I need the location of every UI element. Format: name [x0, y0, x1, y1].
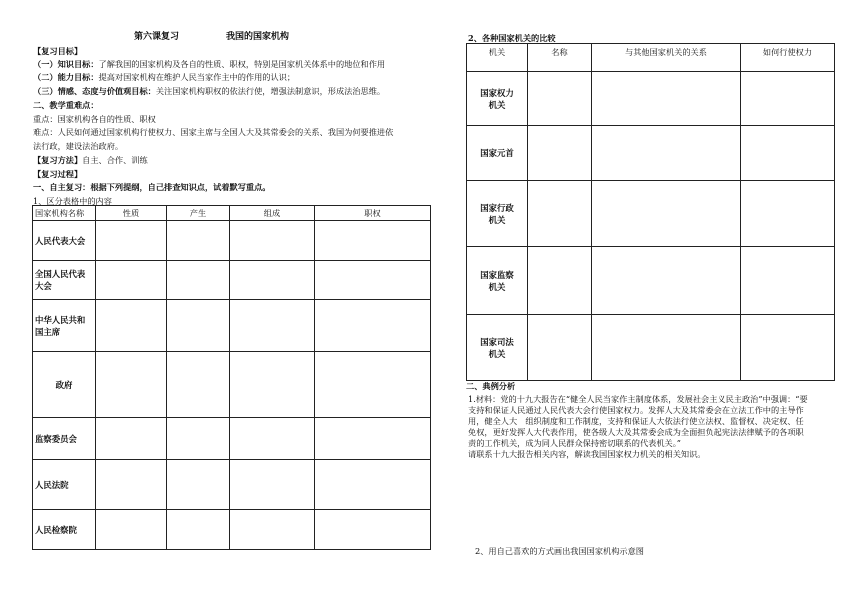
analysis-line: 免权，更好发挥人大代表作用，使各级人大及其常委会成为全面担负起宪法法律赋予的各项职 — [468, 427, 804, 437]
table-cell[interactable] — [230, 300, 315, 352]
row-label: 国家司法 机关 — [467, 315, 528, 381]
table-cell[interactable] — [528, 72, 592, 126]
difficulty-line-2: 法行政，建设法治政府。 — [33, 141, 124, 151]
key-point: 重点：国家机构各自的性质、职权 — [33, 114, 156, 124]
header-cell: 与其他国家机关的关系 — [592, 44, 741, 72]
process-heading: 【复习过程】 — [33, 169, 83, 179]
review-method — [33, 155, 148, 166]
row-label: 人民法院 — [33, 460, 96, 510]
table-cell[interactable] — [528, 247, 592, 315]
table-row — [33, 300, 431, 352]
table-cell[interactable] — [96, 510, 167, 550]
table-row — [467, 181, 835, 247]
table-row — [467, 315, 835, 381]
table-cell[interactable] — [167, 352, 230, 418]
draw-task: 2、用自己喜欢的方式画出我国国家机构示意图 — [475, 546, 644, 556]
header-cell: 产生 — [167, 206, 230, 221]
row-label: 全国人民代表 大会 — [33, 261, 96, 300]
goal-attitude — [33, 86, 385, 97]
table-row — [467, 72, 835, 126]
table-cell[interactable] — [230, 418, 315, 460]
table-cell[interactable] — [528, 315, 592, 381]
row-label: 国家行政 机关 — [467, 181, 528, 247]
table-cell[interactable] — [167, 261, 230, 300]
row-label: 监察委员会 — [33, 418, 96, 460]
header-cell: 职权 — [315, 206, 431, 221]
table-row — [33, 460, 431, 510]
goal-knowledge-text: 了解我国的国家机构及各自的性质、职权，特别是国家机关体系中的地位和作用 — [98, 59, 386, 69]
table-cell[interactable] — [741, 72, 835, 126]
table-cell[interactable] — [315, 460, 431, 510]
table-row — [33, 352, 431, 418]
table-cell[interactable] — [96, 418, 167, 460]
table-cell[interactable] — [315, 221, 431, 261]
lesson-label: 第六课复习 — [134, 32, 180, 42]
table-cell[interactable] — [96, 460, 167, 510]
goals-heading: 【复习目标】 — [33, 46, 83, 56]
difficulty-line-1: 难点：人民如何通过国家机构行使权力、国家主席与全国人大及其常委会的关系、我国为何要推进依 — [33, 127, 394, 137]
table-row — [467, 126, 835, 181]
review-method-text: 自主、合作、训练 — [82, 155, 148, 165]
table-cell[interactable] — [741, 247, 835, 315]
table-cell[interactable] — [230, 460, 315, 510]
table-cell[interactable] — [167, 510, 230, 550]
table-cell[interactable] — [592, 247, 741, 315]
compare-heading: 2、各种国家机关的比较 — [468, 33, 556, 43]
table-cell[interactable] — [741, 181, 835, 247]
goal-ability — [33, 72, 295, 83]
table-cell[interactable] — [315, 300, 431, 352]
table-caption: 1、区分表格中的内容 — [33, 196, 112, 206]
compare-table-header — [467, 44, 835, 72]
table-cell[interactable] — [96, 352, 167, 418]
row-label: 国家元首 — [467, 126, 528, 181]
table-cell[interactable] — [741, 126, 835, 181]
analysis-line: 用，健全人大 组织制度和工作制度，支持和保证人大依法行使立法权、监督权、决定权、任 — [468, 416, 804, 426]
table-cell[interactable] — [230, 352, 315, 418]
table-row — [33, 418, 431, 460]
table-cell[interactable] — [315, 418, 431, 460]
header-cell: 国家机构名称 — [33, 206, 96, 221]
row-label: 人民代表大会 — [33, 221, 96, 261]
review-method-label: 【复习方法】 — [33, 155, 83, 165]
header-cell: 性质 — [96, 206, 167, 221]
table-cell[interactable] — [96, 261, 167, 300]
table-cell[interactable] — [315, 510, 431, 550]
table-row — [33, 510, 431, 550]
table-cell[interactable] — [230, 221, 315, 261]
table-row — [467, 247, 835, 315]
header-cell: 组成 — [230, 206, 315, 221]
analysis-line: 请联系十九大报告相关内容，解读我国国家权力机关的相关知识。 — [468, 449, 706, 459]
goal-knowledge — [33, 59, 385, 70]
table-row — [33, 221, 431, 261]
table-row — [33, 261, 431, 300]
goal-ability-text: 提高对国家机构在维护人民当家作主中的作用的认识； — [98, 72, 296, 82]
table-cell[interactable] — [96, 221, 167, 261]
analysis-material — [468, 394, 840, 460]
key-points-heading: 二、教学重难点： — [33, 100, 99, 110]
analysis-line: 支持和保证人民通过人民代表大会行使国家权力。发挥人大及其常委会在立法工作中的主导作 — [468, 405, 804, 415]
table-cell[interactable] — [528, 181, 592, 247]
table-cell[interactable] — [230, 510, 315, 550]
goal-ability-label: （二）能力目标： — [33, 72, 99, 82]
goal-knowledge-label: （一）知识目标： — [33, 59, 99, 69]
page-title: 我国的国家机构 — [226, 32, 290, 42]
header-cell: 如何行使权力 — [741, 44, 835, 72]
table-cell[interactable] — [315, 261, 431, 300]
table-cell[interactable] — [167, 221, 230, 261]
table-cell[interactable] — [167, 460, 230, 510]
compare-table — [466, 43, 835, 381]
row-label: 国家监察 机关 — [467, 247, 528, 315]
table-cell[interactable] — [741, 315, 835, 381]
goal-attitude-text: 关注国家机构职权的依法行使，增强法制意识，形成法治思维。 — [155, 86, 386, 96]
organs-table-header — [33, 206, 431, 221]
row-label: 政府 — [33, 352, 96, 418]
table-cell[interactable] — [592, 181, 741, 247]
row-label: 中华人民共和 国主席 — [33, 300, 96, 352]
table-cell[interactable] — [230, 261, 315, 300]
organs-table — [32, 205, 431, 550]
table-cell[interactable] — [315, 352, 431, 418]
goal-attitude-label: （三）情感、态度与价值观目标： — [33, 86, 156, 96]
row-label: 人民检察院 — [33, 510, 96, 550]
row-label: 国家权力 机关 — [467, 72, 528, 126]
table-cell[interactable] — [528, 126, 592, 181]
header-cell: 名称 — [528, 44, 592, 72]
self-review-heading: 一、自主复习：根据下列提纲，自己排查知识点，试着默写重点。 — [33, 182, 271, 192]
table-cell[interactable] — [167, 418, 230, 460]
analysis-line: 1.材料：党的十九大报告在“健全人民当家作主制度体系，发展社会主义民主政治”中强调：“要 — [468, 394, 808, 404]
table-cell[interactable] — [592, 126, 741, 181]
header-cell: 机关 — [467, 44, 528, 72]
table-cell[interactable] — [592, 72, 741, 126]
table-cell[interactable] — [96, 300, 167, 352]
table-cell[interactable] — [592, 315, 741, 381]
table-cell[interactable] — [167, 300, 230, 352]
analysis-line: 责的工作机关，成为同人民群众保持密切联系的代表机关。” — [468, 438, 681, 448]
analysis-heading: 二、典例分析 — [466, 381, 516, 391]
